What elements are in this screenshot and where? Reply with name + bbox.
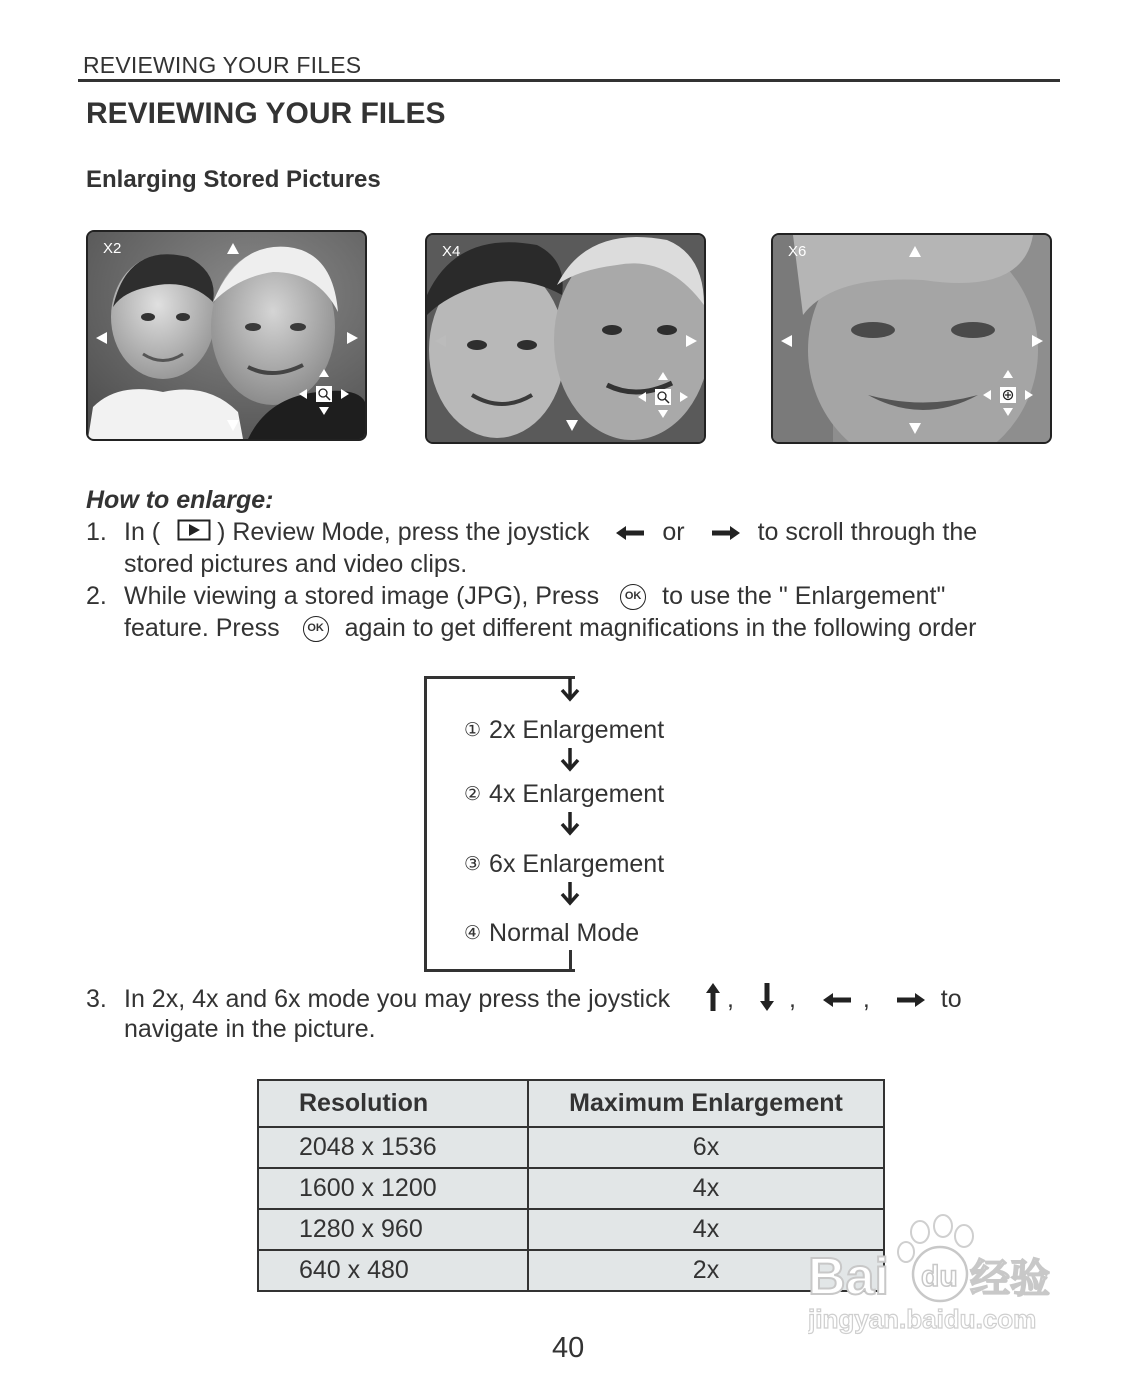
ok-button-icon: OK (620, 584, 646, 610)
table-row (258, 1127, 884, 1168)
step2-text-a: While viewing a stored image (JPG), Press (124, 582, 600, 610)
column-header: Resolution (258, 1080, 528, 1127)
step3-line2: navigate in the picture. (124, 1015, 376, 1043)
step3-to: to (940, 985, 962, 1014)
step1-or: or (662, 518, 685, 546)
step2-text-b: to use the " Enlargement" (662, 582, 946, 610)
watermark-brand-du: du (921, 1260, 958, 1293)
photo-x4 (425, 233, 706, 444)
resolution-cell: 640 x 480 (258, 1250, 528, 1291)
step3-text-a: In 2x, 4x and 6x mode you may press the joystick (124, 985, 671, 1014)
step3-line1 (86, 983, 962, 1018)
zoom-level-label: X6 (788, 243, 807, 260)
section-title: Enlarging Stored Pictures (86, 166, 381, 193)
max-enlargement-cell: 4x (528, 1168, 884, 1209)
flow-step-normal (464, 919, 639, 948)
step-number: 3. (86, 985, 107, 1014)
flow-marker: ① (464, 720, 482, 741)
resolution-cell: 1600 x 1200 (258, 1168, 528, 1209)
flow-marker: ③ (464, 854, 482, 875)
step1-line1 (86, 518, 977, 548)
page-title: REVIEWING YOUR FILES (86, 97, 446, 130)
arrow-right-icon (712, 519, 740, 548)
max-enlargement-cell: 6x (528, 1127, 884, 1168)
photo-image-x2 (88, 232, 365, 439)
photo-image-x4 (427, 235, 704, 442)
play-mode-icon (177, 519, 211, 548)
step-number: 1. (86, 518, 107, 546)
watermark-url: jingyan.baidu.com (808, 1304, 1037, 1334)
photo-x2 (86, 230, 367, 441)
flow-step-2x (464, 716, 664, 745)
step-number: 2. (86, 582, 107, 610)
step1-text-c: to scroll through the (757, 518, 978, 546)
header-rule (78, 79, 1060, 82)
separator: , (727, 985, 734, 1014)
flow-label: 6x Enlargement (489, 850, 665, 878)
watermark-brand-cn: 经验 (970, 1256, 1050, 1302)
zoom-level-label: X4 (442, 243, 461, 260)
watermark-brand: Bai (808, 1248, 889, 1306)
step1-line2: stored pictures and video clips. (124, 550, 468, 578)
arrow-down-icon (759, 983, 775, 1018)
flow-label: 4x Enlargement (489, 780, 665, 808)
howto-heading: How to enlarge: (86, 486, 274, 514)
flow-step-6x (464, 850, 664, 879)
resolution-cell: 2048 x 1536 (258, 1127, 528, 1168)
table-header-row (258, 1080, 884, 1127)
table-row (258, 1250, 884, 1291)
arrow-left-icon (823, 986, 851, 1015)
flow-marker: ② (464, 784, 482, 805)
max-enlargement-cell: 4x (528, 1209, 884, 1250)
photo-x6 (771, 233, 1052, 444)
flow-label: Normal Mode (489, 919, 640, 947)
step1-text-a: In ( (124, 518, 161, 546)
step2-text-c: feature. Press (124, 614, 280, 642)
enlargement-table (257, 1079, 885, 1292)
step1-text-b: ) Review Mode, press the joystick (217, 518, 590, 546)
column-header: Maximum Enlargement (528, 1080, 884, 1127)
flow-step-4x (464, 780, 664, 809)
flow-loop-connector (569, 950, 572, 969)
flow-arrow-down-icon (560, 678, 580, 707)
baidu-watermark (808, 1212, 1068, 1342)
separator: , (788, 985, 796, 1014)
resolution-cell: 1280 x 960 (258, 1209, 528, 1250)
arrow-right-icon (897, 986, 925, 1015)
arrow-up-icon (705, 983, 721, 1018)
flow-arrow-down-icon (560, 812, 580, 841)
photo-image-x6 (773, 235, 1050, 442)
table-row (258, 1209, 884, 1250)
max-enlargement-cell: 2x (528, 1250, 884, 1291)
flow-label: 2x Enlargement (489, 716, 665, 744)
flow-arrow-down-icon (560, 748, 580, 777)
arrow-left-icon (616, 519, 644, 548)
step2-line1 (86, 582, 945, 611)
step2-text-d: again to get different magnifications in the following order (344, 614, 977, 642)
flow-marker: ④ (464, 923, 482, 944)
table-row (258, 1168, 884, 1209)
zoom-level-label: X2 (103, 240, 122, 257)
running-header: REVIEWING YOUR FILES (83, 52, 362, 78)
ok-button-icon: OK (303, 616, 329, 642)
separator: , (862, 985, 870, 1014)
flow-arrow-down-icon (560, 882, 580, 911)
page-number: 40 (552, 1332, 585, 1364)
step2-line2 (124, 614, 976, 643)
